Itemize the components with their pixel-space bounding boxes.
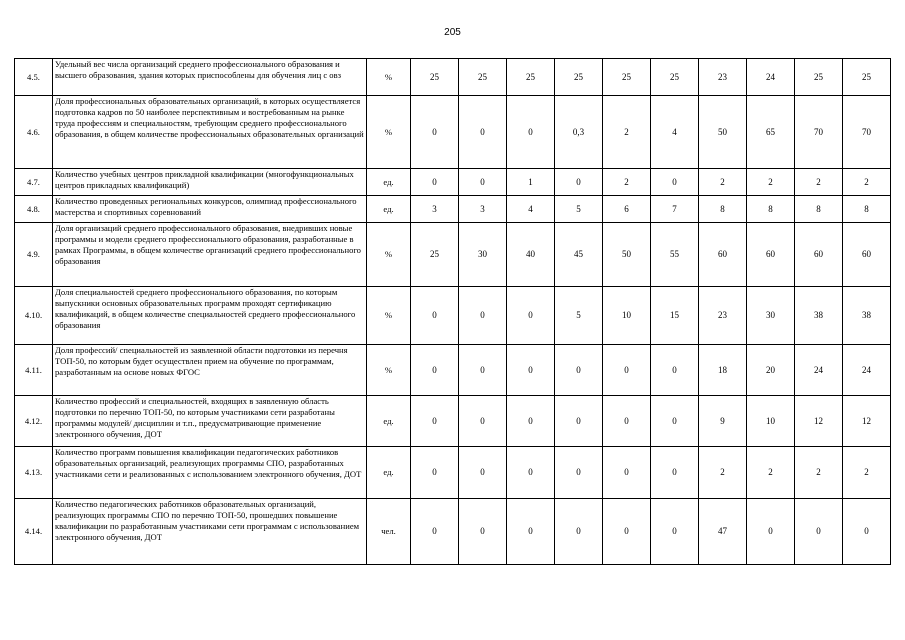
value-cell: 2	[747, 447, 795, 499]
value-cell: 2	[603, 169, 651, 196]
value-cell: 6	[603, 196, 651, 223]
row-number: 4.11.	[15, 345, 53, 396]
value-cell: 0	[507, 447, 555, 499]
value-cell: 0	[507, 287, 555, 345]
value-cell: 25	[459, 59, 507, 96]
value-cell: 25	[411, 223, 459, 287]
table-row	[15, 447, 891, 499]
value-cell: 10	[603, 287, 651, 345]
value-cell: 0	[555, 396, 603, 447]
value-cell: 70	[795, 96, 843, 169]
value-cell: 0	[795, 499, 843, 565]
value-cell: 4	[507, 196, 555, 223]
unit-cell: %	[367, 345, 411, 396]
value-cell: 4	[651, 96, 699, 169]
value-cell: 0	[651, 345, 699, 396]
value-cell: 24	[747, 59, 795, 96]
unit-cell: ед.	[367, 196, 411, 223]
table-row	[15, 396, 891, 447]
value-cell: 38	[795, 287, 843, 345]
table-row	[15, 345, 891, 396]
table-row	[15, 196, 891, 223]
value-cell: 0	[411, 499, 459, 565]
value-cell: 60	[795, 223, 843, 287]
table-row	[15, 223, 891, 287]
table-row	[15, 169, 891, 196]
value-cell: 0	[651, 447, 699, 499]
value-cell: 60	[699, 223, 747, 287]
value-cell: 12	[843, 396, 891, 447]
value-cell: 50	[699, 96, 747, 169]
value-cell: 0	[411, 447, 459, 499]
value-cell: 0	[843, 499, 891, 565]
value-cell: 23	[699, 287, 747, 345]
value-cell: 0	[555, 169, 603, 196]
indicator-description: Доля профессиональных образовательных организаций, в которых осуществляется подготовка кадров по 50 наиболее перспективным и востребованным на рынке труда профессиям и специальностям, требующим среднего профессионального образования, в общем количестве профессиональных образовательных организаций	[53, 96, 367, 169]
indicator-description: Количество проведенных региональных конкурсов, олимпиад профессионального мастерства и спортивных соревнований	[53, 196, 367, 223]
value-cell: 25	[843, 59, 891, 96]
value-cell: 0	[555, 345, 603, 396]
table-row	[15, 499, 891, 565]
value-cell: 47	[699, 499, 747, 565]
value-cell: 0	[411, 96, 459, 169]
value-cell: 2	[747, 169, 795, 196]
value-cell: 30	[459, 223, 507, 287]
value-cell: 0	[555, 447, 603, 499]
value-cell: 0	[603, 345, 651, 396]
value-cell: 0,3	[555, 96, 603, 169]
value-cell: 40	[507, 223, 555, 287]
row-number: 4.14.	[15, 499, 53, 565]
page-number: 205	[444, 27, 461, 38]
value-cell: 60	[747, 223, 795, 287]
value-cell: 0	[603, 499, 651, 565]
value-cell: 0	[507, 345, 555, 396]
value-cell: 25	[411, 59, 459, 96]
row-number: 4.5.	[15, 59, 53, 96]
value-cell: 2	[699, 169, 747, 196]
indicator-description: Количество профессий и специальностей, входящих в заявленную область подготовки по перечню ТОП-50, по которым участниками сети разработаны программы модулей/ дисциплин и т.п., предусматривающие применение электронного обучения, ДОТ	[53, 396, 367, 447]
value-cell: 0	[411, 396, 459, 447]
value-cell: 55	[651, 223, 699, 287]
value-cell: 8	[747, 196, 795, 223]
value-cell: 0	[459, 396, 507, 447]
indicators-table	[14, 58, 891, 565]
value-cell: 0	[459, 96, 507, 169]
unit-cell: %	[367, 59, 411, 96]
value-cell: 2	[795, 169, 843, 196]
value-cell: 10	[747, 396, 795, 447]
value-cell: 0	[459, 499, 507, 565]
value-cell: 2	[603, 96, 651, 169]
value-cell: 0	[651, 169, 699, 196]
value-cell: 60	[843, 223, 891, 287]
value-cell: 2	[795, 447, 843, 499]
value-cell: 0	[459, 447, 507, 499]
value-cell: 0	[603, 396, 651, 447]
value-cell: 8	[843, 196, 891, 223]
value-cell: 0	[411, 169, 459, 196]
table-row	[15, 287, 891, 345]
row-number: 4.8.	[15, 196, 53, 223]
value-cell: 30	[747, 287, 795, 345]
value-cell: 5	[555, 287, 603, 345]
unit-cell: %	[367, 96, 411, 169]
value-cell: 15	[651, 287, 699, 345]
value-cell: 25	[507, 59, 555, 96]
row-number: 4.10.	[15, 287, 53, 345]
value-cell: 0	[459, 345, 507, 396]
value-cell: 20	[747, 345, 795, 396]
table-row	[15, 96, 891, 169]
value-cell: 18	[699, 345, 747, 396]
value-cell: 2	[843, 169, 891, 196]
value-cell: 0	[459, 169, 507, 196]
indicator-description: Доля профессий/ специальностей из заявленной области подготовки из перечня ТОП-50, по которым будет осуществлен прием на обучение по программам, разработанным на основе новых ФГОС	[53, 345, 367, 396]
indicator-description: Удельный вес числа организаций среднего профессионального образования и высшего образования, здания которых приспособлены для обучения лиц с овз	[53, 59, 367, 96]
value-cell: 0	[747, 499, 795, 565]
value-cell: 24	[795, 345, 843, 396]
indicator-description: Доля организаций среднего профессионального образования, внедривших новые программы и модели среднего профессионального образования, разработанные в рамках Программы, в общем количестве организаций среднего профессионального образования	[53, 223, 367, 287]
value-cell: 0	[651, 396, 699, 447]
unit-cell: ед.	[367, 169, 411, 196]
value-cell: 0	[651, 499, 699, 565]
unit-cell: ед.	[367, 396, 411, 447]
unit-cell: %	[367, 287, 411, 345]
value-cell: 0	[507, 96, 555, 169]
value-cell: 65	[747, 96, 795, 169]
value-cell: 0	[555, 499, 603, 565]
value-cell: 2	[699, 447, 747, 499]
row-number: 4.7.	[15, 169, 53, 196]
value-cell: 9	[699, 396, 747, 447]
value-cell: 45	[555, 223, 603, 287]
indicator-description: Количество учебных центров прикладной квалификации (многофункциональных центров прикладных квалификаций)	[53, 169, 367, 196]
indicator-description: Количество педагогических работников образовательных организаций, реализующих программы СПО по перечню ТОП-50, прошедших повышение квалификации по разработанным участниками сети программам с использованием электронного обучения, ДОТ	[53, 499, 367, 565]
value-cell: 0	[411, 345, 459, 396]
value-cell: 2	[843, 447, 891, 499]
value-cell: 0	[411, 287, 459, 345]
unit-cell: %	[367, 223, 411, 287]
indicator-description: Количество программ повышения квалификации педагогических работников образовательных организаций, реализующих программы СПО, разработанных участниками сети и реализованных с использованием электронного обучения, ДОТ	[53, 447, 367, 499]
value-cell: 70	[843, 96, 891, 169]
unit-cell: чел.	[367, 499, 411, 565]
row-number: 4.13.	[15, 447, 53, 499]
value-cell: 0	[459, 287, 507, 345]
value-cell: 25	[651, 59, 699, 96]
row-number: 4.9.	[15, 223, 53, 287]
row-number: 4.6.	[15, 96, 53, 169]
value-cell: 3	[459, 196, 507, 223]
indicator-description: Доля специальностей среднего профессионального образования, по которым выпускники основных образовательных программ проходят сертификацию квалификаций, в общем количестве специальностей среднего профессионального образования	[53, 287, 367, 345]
value-cell: 5	[555, 196, 603, 223]
value-cell: 24	[843, 345, 891, 396]
value-cell: 3	[411, 196, 459, 223]
value-cell: 12	[795, 396, 843, 447]
value-cell: 50	[603, 223, 651, 287]
value-cell: 23	[699, 59, 747, 96]
table-row	[15, 59, 891, 96]
value-cell: 0	[507, 396, 555, 447]
value-cell: 0	[603, 447, 651, 499]
value-cell: 38	[843, 287, 891, 345]
value-cell: 8	[699, 196, 747, 223]
value-cell: 0	[507, 499, 555, 565]
value-cell: 8	[795, 196, 843, 223]
row-number: 4.12.	[15, 396, 53, 447]
value-cell: 25	[603, 59, 651, 96]
value-cell: 7	[651, 196, 699, 223]
value-cell: 25	[795, 59, 843, 96]
unit-cell: ед.	[367, 447, 411, 499]
value-cell: 1	[507, 169, 555, 196]
value-cell: 25	[555, 59, 603, 96]
